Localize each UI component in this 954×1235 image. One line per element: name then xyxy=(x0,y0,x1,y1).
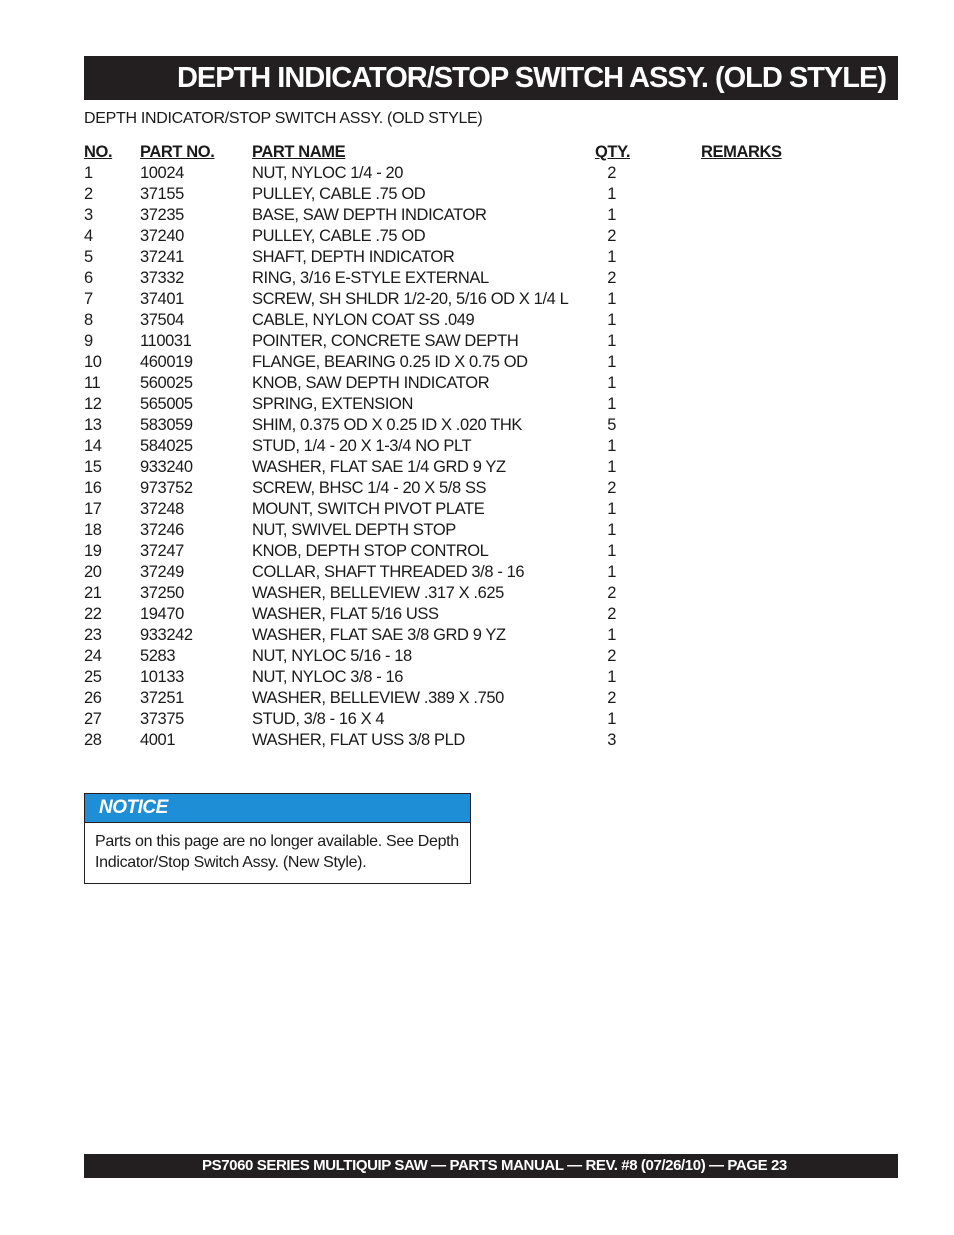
row-no: 3 xyxy=(84,206,93,224)
row-qty: 2 xyxy=(607,227,616,245)
table-row xyxy=(84,436,804,457)
row-qty: 1 xyxy=(607,626,616,644)
table-row xyxy=(84,184,804,205)
row-part-no: 10133 xyxy=(140,668,184,686)
row-qty: 1 xyxy=(607,206,616,224)
row-part-name: NUT, NYLOC 1/4 - 20 xyxy=(252,164,404,182)
row-part-name: RING, 3/16 E-STYLE EXTERNAL xyxy=(252,269,489,287)
table-body xyxy=(84,163,804,751)
table-row xyxy=(84,373,804,394)
table-row xyxy=(84,205,804,226)
row-part-no: 973752 xyxy=(140,479,193,497)
row-qty: 1 xyxy=(607,563,616,581)
notice-title: NOTICE xyxy=(85,794,470,823)
row-part-no: 37375 xyxy=(140,710,184,728)
row-part-no: 933240 xyxy=(140,458,193,476)
row-part-name: NUT, NYLOC 5/16 - 18 xyxy=(252,647,412,665)
row-part-name: SPRING, EXTENSION xyxy=(252,395,413,413)
row-no: 13 xyxy=(84,416,102,434)
row-part-name: SHAFT, DEPTH INDICATOR xyxy=(252,248,455,266)
row-part-no: 560025 xyxy=(140,374,193,392)
row-qty: 3 xyxy=(607,731,616,749)
table-row xyxy=(84,289,804,310)
row-part-no: 584025 xyxy=(140,437,193,455)
row-part-no: 37235 xyxy=(140,206,184,224)
row-qty: 2 xyxy=(607,479,616,497)
row-qty: 2 xyxy=(607,605,616,623)
row-part-no: 37249 xyxy=(140,563,184,581)
row-no: 11 xyxy=(84,374,101,392)
table-row xyxy=(84,247,804,268)
row-no: 4 xyxy=(84,227,93,245)
table-row xyxy=(84,583,804,604)
row-part-name: WASHER, FLAT SAE 1/4 GRD 9 YZ xyxy=(252,458,506,476)
row-no: 1 xyxy=(84,164,93,182)
table-row xyxy=(84,520,804,541)
row-part-name: STUD, 1/4 - 20 X 1-3/4 NO PLT xyxy=(252,437,472,455)
row-no: 8 xyxy=(84,311,93,329)
table-row xyxy=(84,310,804,331)
row-qty: 1 xyxy=(607,290,616,308)
row-part-name: WASHER, FLAT 5/16 USS xyxy=(252,605,439,623)
row-qty: 1 xyxy=(607,311,616,329)
row-no: 22 xyxy=(84,605,102,623)
table-row xyxy=(84,226,804,247)
row-part-no: 5283 xyxy=(140,647,176,665)
row-qty: 5 xyxy=(607,416,616,434)
row-part-no: 933242 xyxy=(140,626,193,644)
notice-text: Parts on this page are no longer available. See Depth Indicator/Stop Switch Assy. (New Style). xyxy=(95,833,459,871)
row-qty: 1 xyxy=(607,668,616,686)
row-no: 15 xyxy=(84,458,102,476)
row-part-no: 37246 xyxy=(140,521,184,539)
row-no: 25 xyxy=(84,668,102,686)
col-header-remarks: REMARKS xyxy=(701,143,782,161)
col-header-qty: QTY. xyxy=(595,143,631,161)
table-row xyxy=(84,709,804,730)
notice-box xyxy=(84,793,471,884)
row-qty: 1 xyxy=(607,437,616,455)
row-part-name: PULLEY, CABLE .75 OD xyxy=(252,227,426,245)
row-part-name: KNOB, SAW DEPTH INDICATOR xyxy=(252,374,490,392)
row-no: 17 xyxy=(84,500,102,518)
row-qty: 2 xyxy=(607,647,616,665)
row-part-name: STUD, 3/8 - 16 X 4 xyxy=(252,710,385,728)
row-no: 20 xyxy=(84,563,102,581)
row-qty: 1 xyxy=(607,458,616,476)
row-part-no: 37247 xyxy=(140,542,184,560)
row-qty: 1 xyxy=(607,395,616,413)
table-row xyxy=(84,352,804,373)
table-row xyxy=(84,667,804,688)
row-part-name: WASHER, FLAT SAE 3/8 GRD 9 YZ xyxy=(252,626,506,644)
row-no: 7 xyxy=(84,290,93,308)
table-row xyxy=(84,163,804,184)
table-row xyxy=(84,478,804,499)
table-row xyxy=(84,268,804,289)
parts-table xyxy=(84,142,804,751)
row-no: 28 xyxy=(84,731,102,749)
row-qty: 1 xyxy=(607,542,616,560)
row-part-name: POINTER, CONCRETE SAW DEPTH xyxy=(252,332,519,350)
col-header-part-no: PART NO. xyxy=(140,143,215,161)
table-row xyxy=(84,562,804,583)
col-header-no: NO. xyxy=(84,143,113,161)
table-row xyxy=(84,457,804,478)
row-no: 9 xyxy=(84,332,93,350)
row-no: 14 xyxy=(84,437,102,455)
table-row xyxy=(84,415,804,436)
row-part-no: 37504 xyxy=(140,311,184,329)
table-header xyxy=(84,142,804,163)
row-qty: 1 xyxy=(607,185,616,203)
row-part-no: 37240 xyxy=(140,227,184,245)
table-row xyxy=(84,499,804,520)
row-part-no: 37251 xyxy=(140,689,184,707)
row-part-no: 460019 xyxy=(140,353,193,371)
row-part-name: SCREW, SH SHLDR 1/2-20, 5/16 OD X 1/4 L xyxy=(252,290,569,308)
row-part-name: MOUNT, SWITCH PIVOT PLATE xyxy=(252,500,485,518)
row-qty: 1 xyxy=(607,374,616,392)
row-part-no: 110031 xyxy=(140,332,192,350)
row-qty: 1 xyxy=(607,710,616,728)
table-row xyxy=(84,541,804,562)
table-row xyxy=(84,394,804,415)
row-no: 21 xyxy=(84,584,102,602)
row-no: 18 xyxy=(84,521,102,539)
row-part-name: NUT, SWIVEL DEPTH STOP xyxy=(252,521,456,539)
row-part-no: 565005 xyxy=(140,395,193,413)
row-no: 16 xyxy=(84,479,102,497)
row-part-no: 37250 xyxy=(140,584,184,602)
row-part-no: 583059 xyxy=(140,416,193,434)
page-footer: PS7060 SERIES MULTIQUIP SAW — PARTS MANUAL — REV. #8 (07/26/10) — PAGE 23 xyxy=(84,1154,898,1178)
table-row xyxy=(84,730,804,751)
row-qty: 1 xyxy=(607,353,616,371)
row-qty: 1 xyxy=(607,521,616,539)
row-no: 19 xyxy=(84,542,102,560)
row-part-name: SHIM, 0.375 OD X 0.25 ID X .020 THK xyxy=(252,416,522,434)
row-part-no: 37155 xyxy=(140,185,184,203)
row-qty: 1 xyxy=(607,500,616,518)
row-part-no: 37248 xyxy=(140,500,184,518)
row-part-name: PULLEY, CABLE .75 OD xyxy=(252,185,426,203)
col-header-part-name: PART NAME xyxy=(252,143,346,161)
row-no: 26 xyxy=(84,689,102,707)
row-part-name: KNOB, DEPTH STOP CONTROL xyxy=(252,542,489,560)
table-row xyxy=(84,604,804,625)
row-no: 10 xyxy=(84,353,102,371)
section-subtitle: DEPTH INDICATOR/STOP SWITCH ASSY. (OLD STYLE) xyxy=(84,110,483,127)
row-part-no: 10024 xyxy=(140,164,184,182)
row-no: 2 xyxy=(84,185,93,203)
row-part-no: 37401 xyxy=(140,290,184,308)
row-part-no: 37241 xyxy=(140,248,184,266)
row-part-name: NUT, NYLOC 3/8 - 16 xyxy=(252,668,404,686)
row-qty: 2 xyxy=(607,164,616,182)
table-row xyxy=(84,625,804,646)
row-part-name: WASHER, FLAT USS 3/8 PLD xyxy=(252,731,465,749)
row-part-name: BASE, SAW DEPTH INDICATOR xyxy=(252,206,487,224)
row-part-name: WASHER, BELLEVIEW .317 X .625 xyxy=(252,584,504,602)
table-row xyxy=(84,331,804,352)
row-no: 24 xyxy=(84,647,102,665)
row-qty: 2 xyxy=(607,269,616,287)
row-no: 27 xyxy=(84,710,102,728)
row-part-name: COLLAR, SHAFT THREADED 3/8 - 16 xyxy=(252,563,525,581)
row-qty: 1 xyxy=(607,248,616,266)
row-part-no: 19470 xyxy=(140,605,184,623)
row-no: 5 xyxy=(84,248,93,266)
row-part-no: 37332 xyxy=(140,269,184,287)
row-no: 6 xyxy=(84,269,93,287)
row-part-name: SCREW, BHSC 1/4 - 20 X 5/8 SS xyxy=(252,479,487,497)
row-part-no: 4001 xyxy=(140,731,176,749)
row-part-name: WASHER, BELLEVIEW .389 X .750 xyxy=(252,689,504,707)
table-row xyxy=(84,688,804,709)
row-qty: 1 xyxy=(607,332,616,350)
table-row xyxy=(84,646,804,667)
row-no: 12 xyxy=(84,395,102,413)
row-qty: 2 xyxy=(607,584,616,602)
row-qty: 2 xyxy=(607,689,616,707)
row-part-name: CABLE, NYLON COAT SS .049 xyxy=(252,311,475,329)
row-part-name: FLANGE, BEARING 0.25 ID X 0.75 OD xyxy=(252,353,528,371)
row-no: 23 xyxy=(84,626,102,644)
page-title: DEPTH INDICATOR/STOP SWITCH ASSY. (OLD STYLE) xyxy=(84,56,898,100)
